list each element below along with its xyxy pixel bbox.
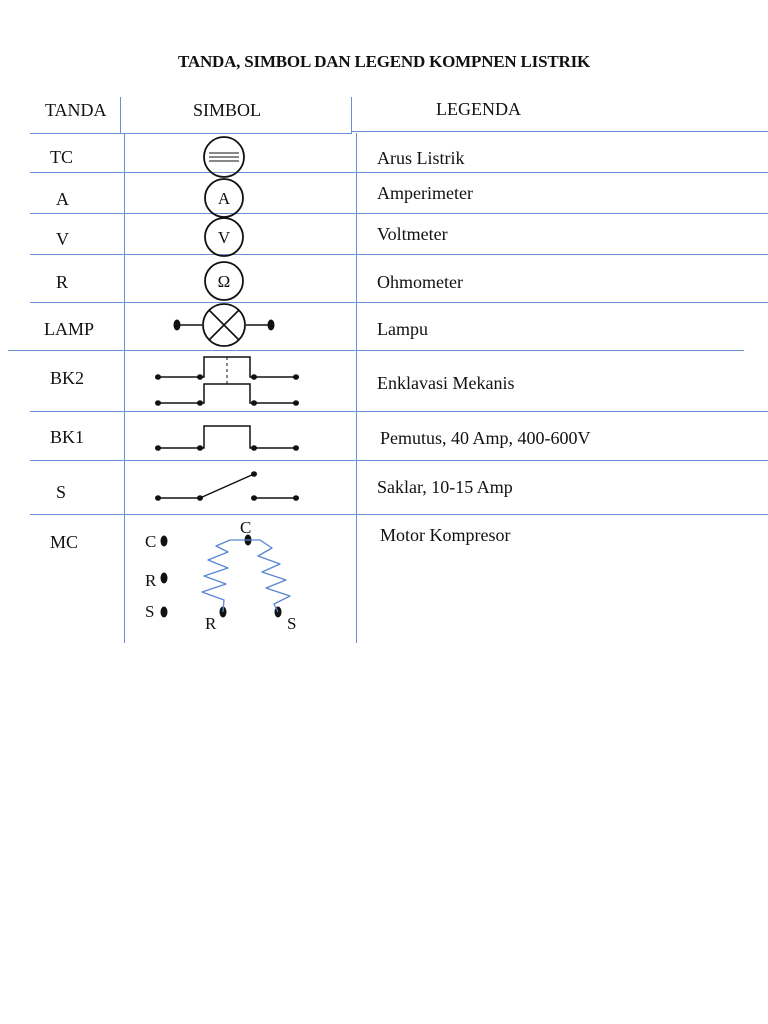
- page-title: TANDA, SIMBOL DAN LEGEND KOMPNEN LISTRIK: [177, 52, 591, 71]
- tanda-cell: A: [56, 189, 69, 209]
- row-divider: [30, 411, 768, 412]
- row-divider: [30, 514, 768, 515]
- tanda-cell: MC: [50, 532, 79, 552]
- row-divider: [30, 460, 768, 461]
- legenda-cell: Motor Kompresor: [380, 525, 511, 545]
- voltmeter-symbol-icon: [202, 218, 246, 256]
- tanda-cell: V: [56, 229, 69, 249]
- column-divider: [351, 97, 352, 133]
- tanda-cell: BK2: [50, 368, 85, 388]
- breaker-symbol-icon: [150, 420, 305, 454]
- legenda-cell: Saklar, 10-15 Amp: [377, 477, 513, 497]
- current-symbol-icon: [200, 137, 248, 177]
- row-divider: [352, 131, 768, 132]
- tanda-cell: TC: [50, 147, 74, 167]
- ammeter-symbol-icon: [202, 179, 246, 217]
- legenda-cell: Pemutus, 40 Amp, 400-600V: [380, 428, 591, 448]
- row-divider: [30, 213, 768, 214]
- legenda-cell: Ohmometer: [377, 272, 463, 292]
- terminal-label-s-left: S: [145, 602, 155, 621]
- column-divider: [124, 133, 125, 643]
- tanda-cell: BK1: [50, 427, 85, 447]
- row-divider: [30, 254, 768, 255]
- legenda-cell: Amperimeter: [377, 183, 473, 203]
- mechanical-interlock-symbol-icon: [150, 352, 305, 410]
- column-divider: [356, 133, 357, 643]
- legenda-cell: Voltmeter: [377, 224, 448, 244]
- compressor-motor-symbol-icon: [140, 518, 310, 638]
- row-divider: [8, 350, 744, 351]
- column-divider: [120, 97, 121, 133]
- terminal-label-c-top: C: [240, 518, 252, 537]
- terminal-label-r-left: R: [145, 571, 157, 590]
- header-simbol: SIMBOL: [193, 100, 262, 120]
- switch-symbol-icon: [150, 468, 305, 504]
- header-legenda: LEGENDA: [436, 99, 521, 119]
- row-divider: [30, 302, 768, 303]
- voltmeter-letter: V: [217, 228, 231, 247]
- legenda-cell: Arus Listrik: [377, 148, 465, 168]
- row-divider: [30, 172, 768, 173]
- terminal-label-c-left: C: [145, 532, 157, 551]
- ohmmeter-symbol-icon: [202, 262, 246, 300]
- terminal-label-s-bottom: S: [287, 614, 297, 633]
- tanda-cell: R: [56, 272, 69, 292]
- lamp-symbol-icon: [170, 306, 280, 346]
- ammeter-letter: A: [217, 189, 231, 208]
- header-tanda: TANDA: [45, 100, 107, 120]
- tanda-cell: LAMP: [44, 319, 95, 339]
- legenda-cell: Enklavasi Mekanis: [377, 373, 515, 393]
- row-divider: [30, 133, 352, 134]
- tanda-cell: S: [56, 482, 67, 502]
- legenda-cell: Lampu: [377, 319, 428, 339]
- ohmmeter-letter: Ω: [217, 272, 231, 291]
- terminal-label-r-bottom: R: [205, 614, 217, 633]
